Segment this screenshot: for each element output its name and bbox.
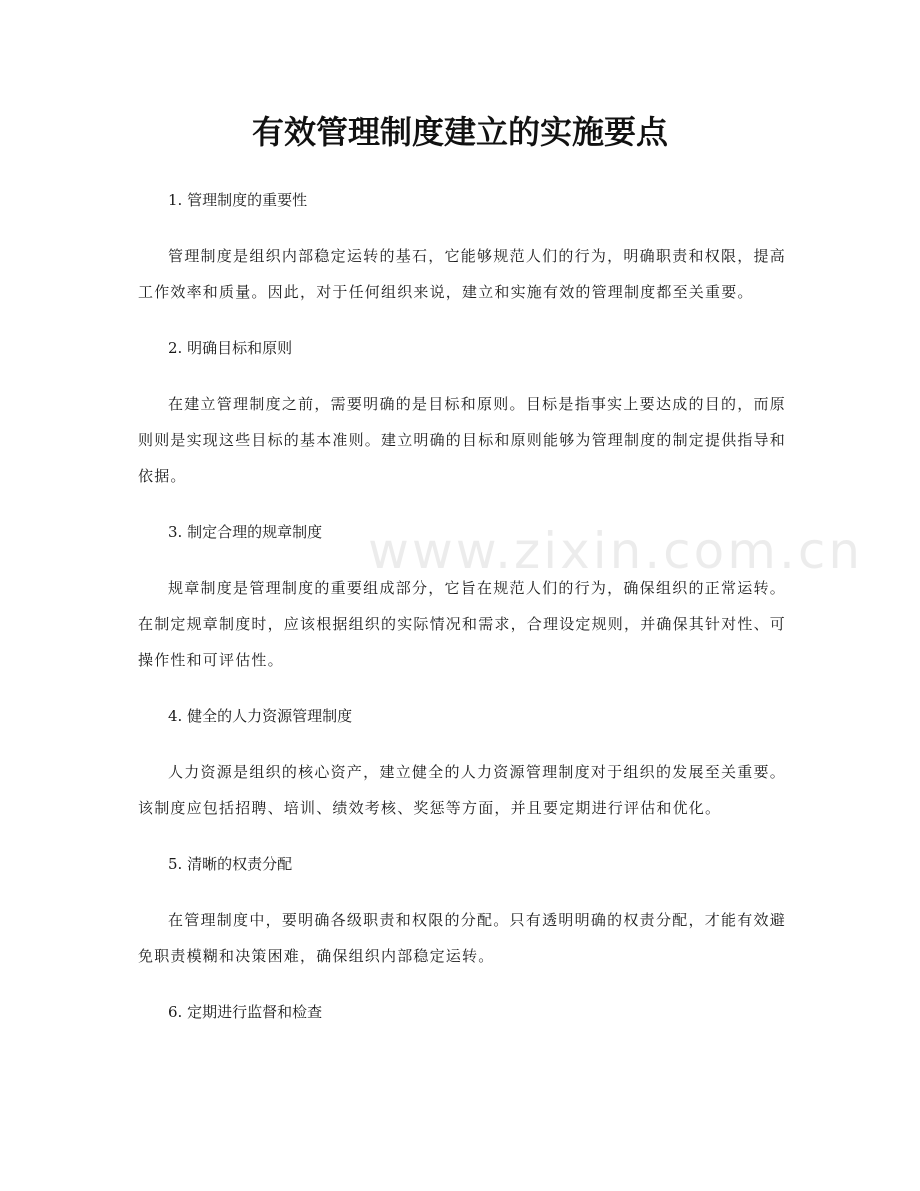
section-paragraph: 规章制度是管理制度的重要组成部分，它旨在规范人们的行为，确保组织的正常运转。在制定规章制度时，应该根据组织的实际情况和需求，合理设定规则，并确保其针对性、可操作性和可评估性。 [138, 579, 787, 669]
section-heading: 3. 制定合理的规章制度 [168, 523, 323, 541]
section-4 [138, 700, 786, 826]
page-title: 有效管理制度建立的实施要点 [251, 113, 668, 151]
section-heading: 5. 清晰的权责分配 [168, 855, 293, 873]
section-paragraph: 管理制度是组织内部稳定运转的基石，它能够规范人们的行为，明确职责和权限，提高工作效率和质量。因此，对于任何组织来说，建立和实施有效的管理制度都至关重要。 [138, 247, 786, 301]
section-heading: 2. 明确目标和原则 [168, 339, 293, 357]
document-content [138, 184, 786, 1050]
section-heading: 4. 健全的人力资源管理制度 [168, 707, 353, 725]
section-3 [138, 516, 786, 678]
section-paragraph: 在建立管理制度之前，需要明确的是目标和原则。目标是指事实上要达成的目的，而原则则是实现这些目标的基本准则。建立明确的目标和原则能够为管理制度的制定提供指导和依据。 [138, 395, 787, 485]
section-heading: 1. 管理制度的重要性 [168, 191, 308, 209]
section-2 [138, 332, 786, 494]
section-paragraph: 在管理制度中，要明确各级职责和权限的分配。只有透明明确的权责分配，才能有效避免职责模糊和决策困难，确保组织内部稳定运转。 [138, 911, 786, 965]
section-paragraph: 人力资源是组织的核心资产，建立健全的人力资源管理制度对于组织的发展至关重要。该制度应包括招聘、培训、绩效考核、奖惩等方面，并且要定期进行评估和优化。 [138, 763, 786, 817]
section-6 [138, 996, 786, 1028]
section-heading: 6. 定期进行监督和检查 [168, 1003, 323, 1021]
section-5 [138, 848, 786, 974]
watermark: www.zixin.com.cn [368, 522, 864, 580]
section-1 [138, 184, 786, 310]
